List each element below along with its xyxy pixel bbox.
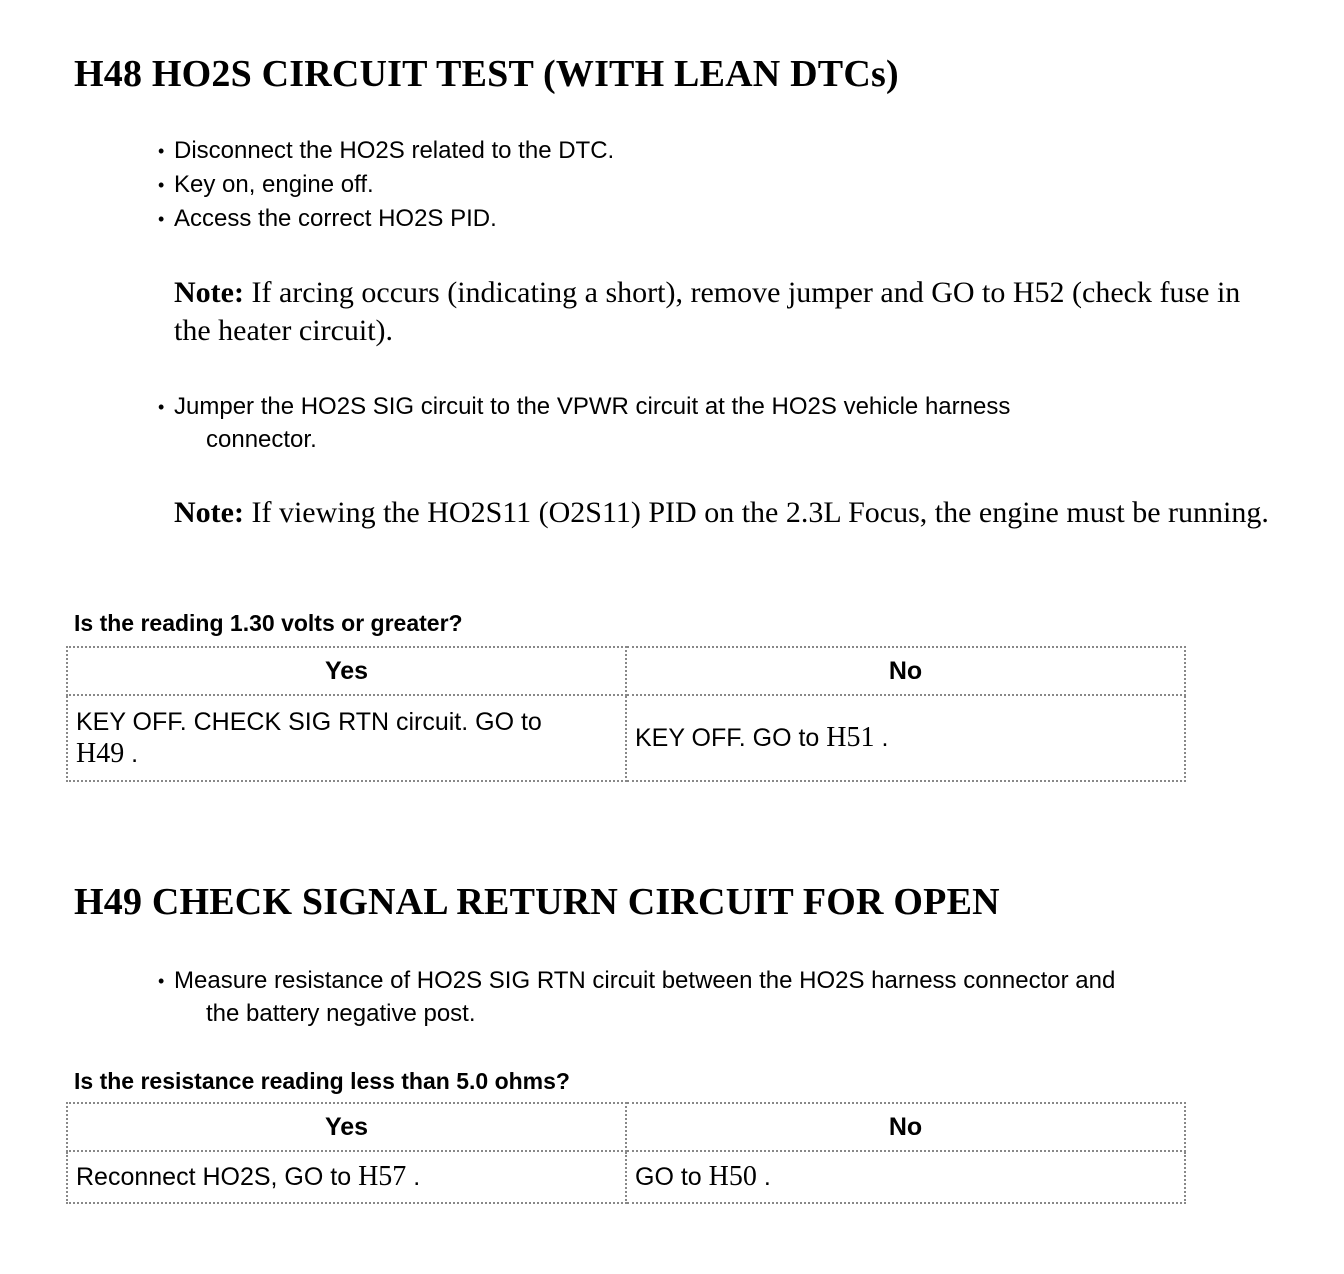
note-label: Note: <box>174 276 244 309</box>
question-h49: Is the resistance reading less than 5.0 ohms? <box>74 1068 570 1094</box>
yes-text: KEY OFF. CHECK SIG RTN circuit. GO to <box>76 708 542 736</box>
note-focus <box>174 494 1284 532</box>
step-list-h48-a <box>158 134 614 236</box>
table-header-row <box>67 647 1185 695</box>
no-cell <box>626 695 1185 781</box>
question-h48: Is the reading 1.30 volts or greater? <box>74 610 463 636</box>
step-text-continued: the battery negative post. <box>206 1000 476 1027</box>
no-link-h51[interactable]: H51 <box>826 722 875 753</box>
note-arcing <box>174 274 1284 350</box>
section-title-h49: H49 CHECK SIGNAL RETURN CIRCUIT FOR OPEN <box>74 881 1000 923</box>
list-item <box>158 390 1010 456</box>
header-yes: Yes <box>67 647 626 695</box>
section-title-h48: H48 HO2S CIRCUIT TEST (WITH LEAN DTCs) <box>74 53 899 95</box>
note-label: Note: <box>174 496 244 529</box>
header-yes: Yes <box>67 1103 626 1151</box>
header-no: No <box>626 1103 1185 1151</box>
note-text: If arcing occurs (indicating a short), remove jumper and GO to H52 (check fuse in the heater circuit). <box>174 276 1241 347</box>
note-text: If viewing the HO2S11 (O2S11) PID on the 2.3L Focus, the engine must be running. <box>243 496 1269 529</box>
yes-link-h49[interactable]: H49 <box>76 738 125 769</box>
list-item: • Key on, engine off. <box>158 168 614 202</box>
list-item: • Access the correct HO2S PID. <box>158 202 614 236</box>
answer-table-h49 <box>66 1102 1186 1204</box>
no-text: GO to <box>635 1163 709 1191</box>
answer-table-h48 <box>66 646 1186 782</box>
yes-link-h57[interactable]: H57 <box>358 1161 407 1192</box>
step-text-continued: connector. <box>206 426 317 453</box>
step-text: Measure resistance of HO2S SIG RTN circuit between the HO2S harness connector and <box>174 967 1116 994</box>
yes-end: . <box>406 1163 421 1191</box>
step-list-h49 <box>158 964 1115 1030</box>
table-row <box>67 1151 1185 1203</box>
table-header-row <box>67 1103 1185 1151</box>
no-end: . <box>756 1163 771 1191</box>
list-item <box>158 964 1115 1030</box>
yes-text: Reconnect HO2S, GO to <box>76 1163 359 1191</box>
yes-cell <box>67 695 626 781</box>
header-no: No <box>626 647 1185 695</box>
table-row <box>67 695 1185 781</box>
no-link-h50[interactable]: H50 <box>708 1161 757 1192</box>
yes-cell <box>67 1151 626 1203</box>
no-end: . <box>874 724 889 752</box>
step-list-h48-b <box>158 390 1010 456</box>
yes-end: . <box>124 740 139 768</box>
step-text: Jumper the HO2S SIG circuit to the VPWR circuit at the HO2S vehicle harness <box>174 393 1011 420</box>
list-item: • Disconnect the HO2S related to the DTC. <box>158 134 614 168</box>
no-cell <box>626 1151 1185 1203</box>
no-text: KEY OFF. GO to <box>635 724 827 752</box>
